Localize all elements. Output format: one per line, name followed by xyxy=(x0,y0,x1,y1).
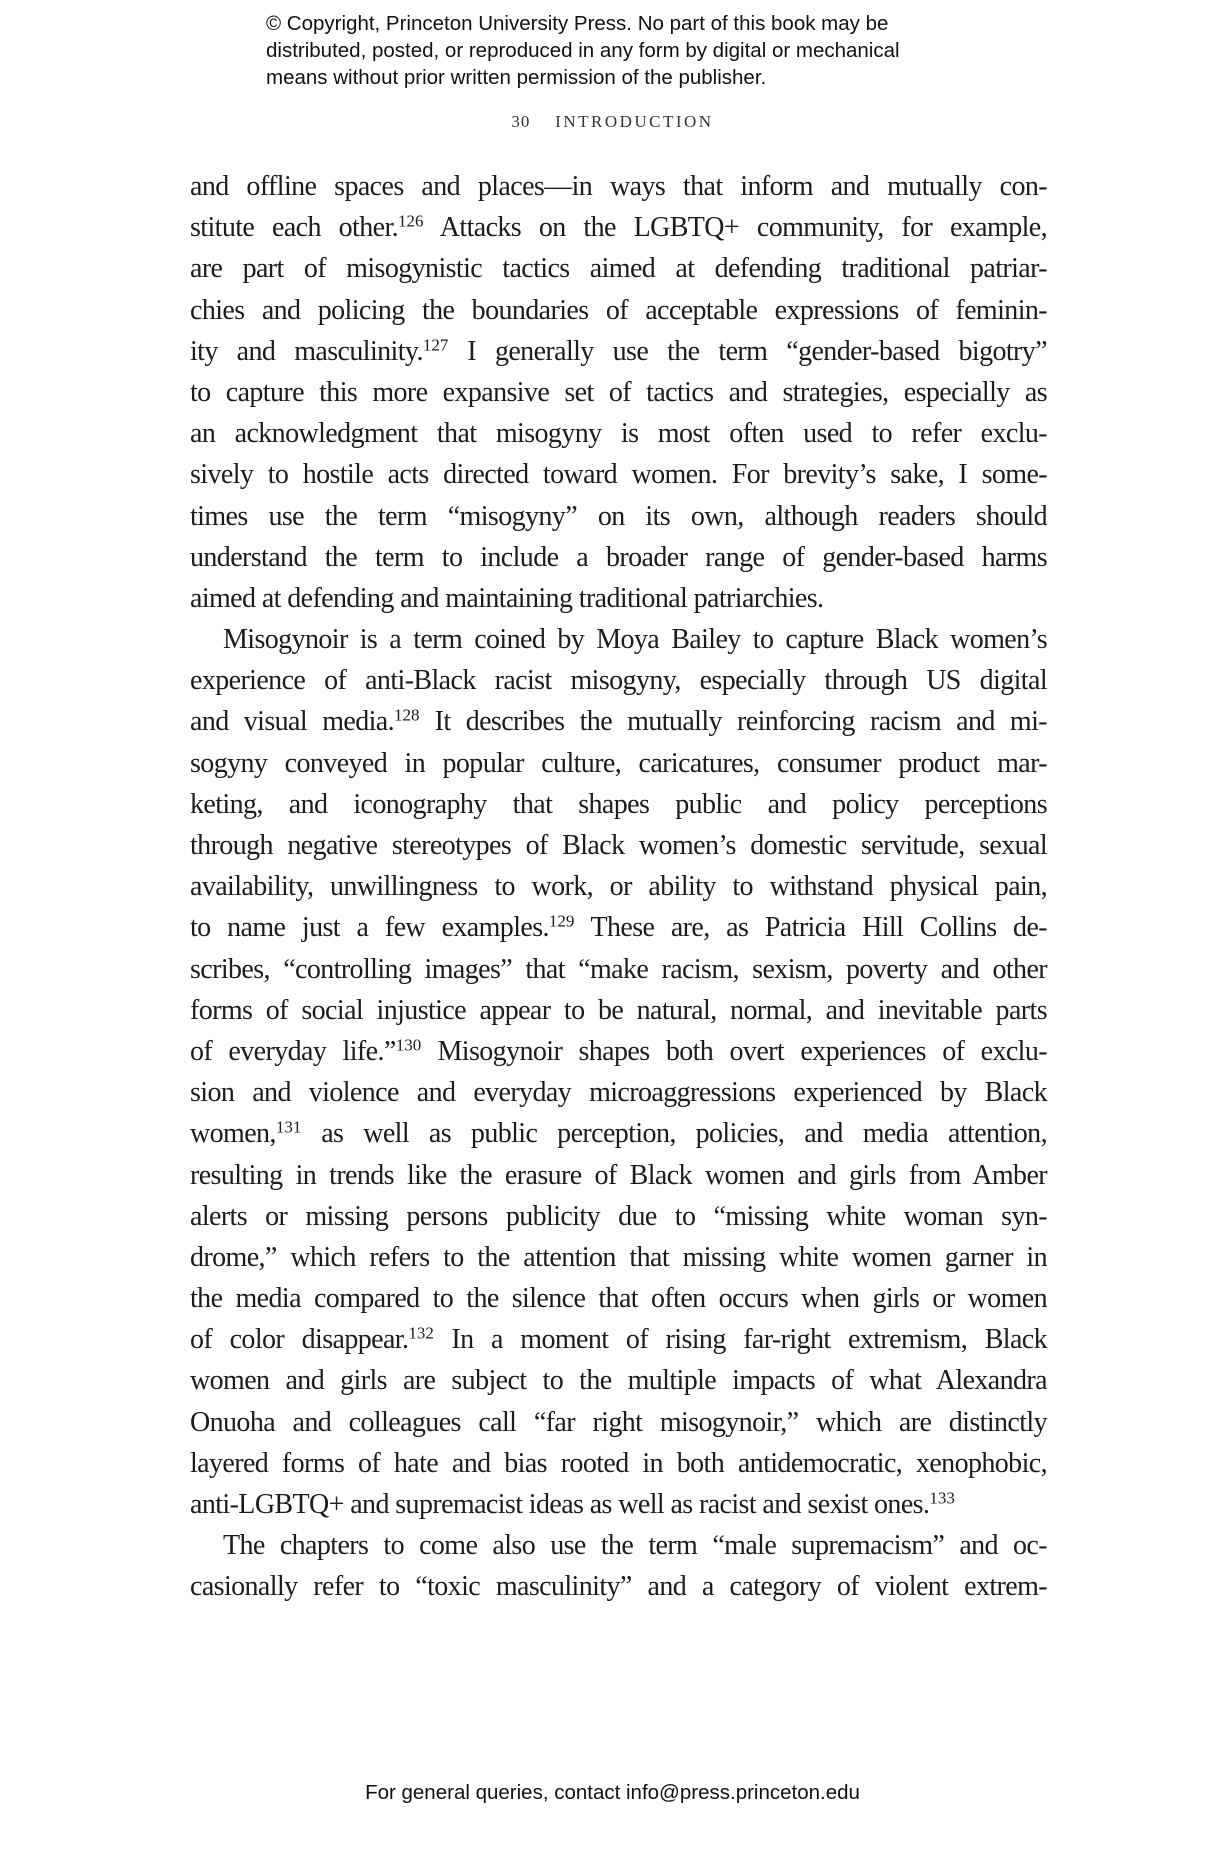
text-line xyxy=(190,1113,1047,1154)
text-line xyxy=(190,248,1047,289)
text-segment: keting, and iconography that shapes public and policy perceptions xyxy=(190,788,1047,820)
text-segment: Onuoha and colleagues call “far right misogynoir,” which are distinctly xyxy=(190,1406,1047,1438)
text-segment: as well as public perception, policies, and media attention, xyxy=(301,1118,1047,1150)
footnote-ref[interactable]: 126 xyxy=(398,211,424,231)
running-head xyxy=(0,112,1225,132)
text-segment: to capture this more expansive set of tactics and strategies, especially as xyxy=(190,376,1047,408)
text-line xyxy=(190,1566,1047,1607)
text-segment: The chapters to come also use the term “male supremacism” and oc- xyxy=(223,1530,1047,1562)
text-segment: Attacks on the LGBTQ+ community, for example, xyxy=(423,212,1048,244)
text-segment: drome,” which refers to the attention that missing white women garner in xyxy=(190,1241,1047,1273)
text-segment: Misogynoir shapes both overt experiences of exclu- xyxy=(421,1035,1047,1067)
text-segment: are part of misogynistic tactics aimed at defending traditional patriar- xyxy=(190,253,1047,285)
text-line xyxy=(190,537,1047,578)
text-line xyxy=(190,784,1047,825)
text-segment: availability, unwillingness to work, or ability to withstand physical pain, xyxy=(190,871,1047,903)
text-segment: It describes the mutually reinforcing racism and mi- xyxy=(419,706,1047,738)
text-segment: alerts or missing persons publicity due to “missing white woman syn- xyxy=(190,1200,1047,1232)
text-line xyxy=(190,496,1047,537)
text-line xyxy=(190,1319,1047,1360)
text-line xyxy=(190,290,1047,331)
text-segment: and offline spaces and places—in ways that inform and mutually con- xyxy=(190,171,1047,202)
body-text xyxy=(190,166,1047,1608)
text-line xyxy=(190,1072,1047,1113)
text-segment: anti-LGBTQ+ and supremacist ideas as well as racist and sexist ones. xyxy=(190,1489,930,1520)
text-segment: sively to hostile acts directed toward women. For brevity’s sake, I some- xyxy=(190,459,1047,491)
text-line xyxy=(190,1031,1047,1072)
text-line xyxy=(190,660,1047,701)
text-segment: scribes, “controlling images” that “make racism, sexism, poverty and other xyxy=(190,953,1047,985)
text-segment: aimed at defending and maintaining traditional patriarchies. xyxy=(190,582,824,614)
text-segment: an acknowledgment that misogyny is most often used to refer exclu- xyxy=(190,418,1047,450)
text-line xyxy=(190,1196,1047,1237)
text-segment: understand the term to include a broader range of gender-based harms xyxy=(190,541,1047,573)
text-segment: of everyday life.” xyxy=(190,1035,396,1067)
text-line xyxy=(190,1155,1047,1196)
copyright-line: distributed, posted, or reproduced in any form by digital or mechanical xyxy=(266,39,900,62)
text-segment: ity and masculinity. xyxy=(190,335,423,367)
text-segment: stitute each other. xyxy=(190,212,399,244)
text-segment: through negative stereotypes of Black women’s domestic servitude, sexual xyxy=(190,830,1047,861)
text-line xyxy=(190,619,1047,660)
text-line xyxy=(190,331,1047,372)
text-segment: casionally refer to “toxic masculinity” and a category of violent extrem- xyxy=(190,1571,1047,1603)
text-line xyxy=(190,413,1047,454)
copyright-line: © Copyright, Princeton University Press. No part of this book may be xyxy=(266,12,889,35)
text-segment: sogyny conveyed in popular culture, caricatures, consumer product mar- xyxy=(190,747,1047,779)
text-segment: to name just a few examples. xyxy=(190,912,549,944)
text-segment: the media compared to the silence that often occurs when girls or women xyxy=(190,1283,1047,1315)
copyright-notice xyxy=(266,10,986,91)
footnote-ref[interactable]: 131 xyxy=(275,1117,302,1137)
text-segment: Misogynoir is a term coined by Moya Bailey to capture Black women’s xyxy=(223,624,1047,656)
page-number: 30 xyxy=(511,112,531,131)
footnote-ref[interactable]: 129 xyxy=(548,912,575,932)
text-line xyxy=(190,1484,1047,1525)
text-segment: women and girls are subject to the multiple impacts of what Alexandra xyxy=(190,1365,1047,1397)
text-segment: chies and policing the boundaries of acceptable expressions of feminin- xyxy=(190,294,1047,326)
text-line xyxy=(190,701,1047,742)
text-segment: sion and violence and everyday microaggressions experienced by Black xyxy=(190,1077,1047,1109)
text-segment: times use the term “misogyny” on its own, although readers should xyxy=(190,500,1047,532)
text-line xyxy=(190,166,1047,207)
text-segment: women, xyxy=(190,1118,276,1150)
text-segment: forms of social injustice appear to be natural, normal, and inevitable parts xyxy=(190,994,1047,1026)
text-line xyxy=(190,990,1047,1031)
footnote-ref[interactable]: 127 xyxy=(422,335,449,355)
text-line xyxy=(190,825,1047,866)
footer-contact: For general queries, contact info@press.princeton.edu xyxy=(365,1781,860,1804)
text-line xyxy=(190,1525,1047,1566)
text-segment: experience of anti-Black racist misogyny, especially through US digital xyxy=(190,665,1047,697)
text-line xyxy=(190,578,1047,619)
footnote-ref[interactable]: 132 xyxy=(408,1323,434,1343)
text-line xyxy=(190,866,1047,907)
footnote-ref[interactable]: 133 xyxy=(929,1488,955,1508)
text-line xyxy=(190,1402,1047,1443)
text-line xyxy=(190,949,1047,990)
footnote-ref[interactable]: 130 xyxy=(395,1035,422,1055)
text-segment: resulting in trends like the erasure of Black women and girls from Amber xyxy=(190,1159,1047,1191)
text-segment: In a moment of rising far-right extremism, Black xyxy=(433,1324,1047,1356)
text-segment: of color disappear. xyxy=(190,1324,409,1356)
copyright-line: means without prior written permission of the publisher. xyxy=(266,66,767,89)
text-line xyxy=(190,743,1047,784)
text-line xyxy=(190,1443,1047,1484)
text-line xyxy=(190,1237,1047,1278)
text-segment: These are, as Patricia Hill Collins de- xyxy=(574,912,1047,944)
text-line xyxy=(190,207,1047,248)
text-segment: layered forms of hate and bias rooted in both antidemocratic, xenophobic, xyxy=(190,1447,1047,1479)
text-line xyxy=(190,907,1047,948)
section-title: INTRODUCTION xyxy=(555,112,714,131)
footnote-ref[interactable]: 128 xyxy=(394,706,420,726)
text-segment: and visual media. xyxy=(190,706,395,738)
text-line xyxy=(190,454,1047,495)
text-line xyxy=(190,1360,1047,1401)
text-segment: I generally use the term “gender-based bigotry” xyxy=(448,335,1047,367)
text-line xyxy=(190,372,1047,413)
text-line xyxy=(190,1278,1047,1319)
